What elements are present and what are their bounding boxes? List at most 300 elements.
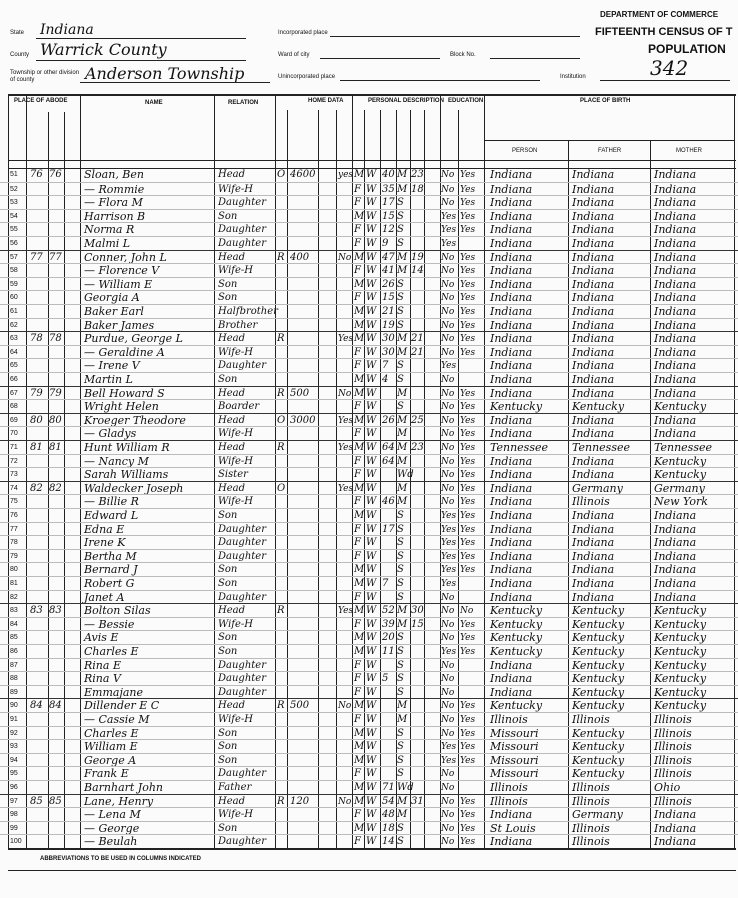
birthplace-mother: Tennessee [654, 441, 712, 454]
attended-school: No [441, 483, 455, 494]
birthplace-person: Missouri [490, 726, 539, 740]
sex: F [354, 346, 361, 358]
age: 7 [382, 578, 389, 589]
home-owned: R [277, 251, 285, 263]
line-number: 69 [10, 416, 18, 424]
birthplace-mother: Indiana [654, 590, 697, 604]
marital-status: S [397, 374, 404, 385]
line-number: 60 [10, 294, 18, 302]
birthplace-father: Kentucky [572, 617, 625, 631]
birthplace-father: Indiana [572, 291, 615, 305]
race: W [366, 578, 377, 589]
sex: M [354, 578, 365, 589]
ward-label: Ward of city [278, 52, 310, 58]
race: W [366, 673, 377, 685]
birthplace-father: Indiana [572, 168, 615, 181]
marital-status: S [397, 564, 404, 576]
line-number: 68 [10, 403, 18, 411]
attended-school: Yes [441, 524, 457, 535]
birthplace-person: Indiana [490, 577, 533, 590]
race: W [366, 727, 377, 739]
relation: Head [218, 605, 246, 617]
sex: F [354, 836, 361, 848]
attended-school: Yes [441, 755, 457, 766]
sex: F [354, 469, 361, 481]
col-place-of-abode: PLACE OF ABODE [14, 98, 68, 104]
birthplace-father: Indiana [572, 590, 615, 604]
attended-school: No [441, 198, 455, 209]
race: W [366, 210, 377, 222]
person-name: Janet A [84, 590, 125, 604]
birthplace-person: Missouri [490, 753, 539, 767]
line-number: 83 [10, 607, 18, 615]
family-number: 79 [49, 387, 62, 399]
person-name: Norma R [84, 223, 135, 237]
relation: Brother [218, 319, 258, 331]
birthplace-mother: Indiana [654, 577, 697, 590]
person-name: — William E [84, 277, 153, 291]
marital-status: M [397, 169, 408, 180]
attended-school: Yes [441, 511, 457, 521]
birthplace-mother: Kentucky [654, 400, 707, 414]
marital-status: S [397, 292, 404, 304]
home-owned: R [277, 387, 285, 399]
attended-school: No [441, 456, 455, 467]
relation: Head [218, 482, 246, 494]
dwelling-number: 76 [30, 169, 43, 180]
birthplace-father: Indiana [572, 182, 615, 196]
birthplace-mother: Indiana [654, 196, 697, 210]
birthplace-father: Indiana [572, 509, 615, 522]
sex: M [354, 482, 365, 494]
relation: Daughter [218, 550, 266, 562]
family-number: 78 [49, 333, 62, 345]
person-name: Martin L [84, 373, 133, 386]
marital-status: M [397, 428, 408, 440]
race: W [366, 537, 377, 549]
race: W [366, 183, 377, 195]
marital-status: M [397, 496, 408, 508]
table-row [0, 603, 738, 618]
person-name: — Beulah [84, 835, 138, 849]
relation: Daughter [218, 591, 266, 603]
marital-status: S [397, 550, 404, 562]
age: 64 [382, 442, 395, 453]
marital-status: Wd [397, 469, 414, 481]
can-read: Yes [460, 511, 476, 521]
line-number: 100 [10, 838, 22, 846]
col-person: PERSON [512, 148, 538, 154]
birthplace-person: Kentucky [490, 631, 543, 645]
person-name: — Flora M [84, 196, 143, 210]
relation: Head [218, 414, 246, 426]
attended-school: Yes [441, 211, 457, 222]
can-read: Yes [460, 538, 476, 549]
birthplace-mother: Indiana [654, 808, 697, 822]
birthplace-person: Indiana [490, 373, 533, 386]
relation: Halfbrother [218, 306, 278, 317]
age: 30 [382, 346, 395, 358]
col-name: NAME [145, 100, 163, 106]
marital-status: S [397, 822, 404, 834]
attended-school: No [441, 633, 455, 644]
birthplace-mother: Kentucky [654, 617, 707, 631]
can-read: Yes [460, 334, 476, 345]
can-read: Yes [460, 266, 476, 277]
birthplace-mother: Indiana [654, 277, 697, 291]
marital-status: S [397, 646, 404, 657]
line-number: 53 [10, 199, 18, 207]
race: W [366, 646, 377, 657]
age: 7 [382, 360, 389, 372]
can-read: Yes [460, 497, 476, 508]
attended-school: No [441, 279, 455, 290]
birthplace-father: Indiana [572, 427, 615, 441]
can-read: Yes [460, 184, 476, 195]
birthplace-mother: Kentucky [654, 468, 707, 482]
marital-status: M [397, 455, 408, 467]
birthplace-mother: Indiana [654, 359, 697, 373]
marital-status: S [397, 510, 404, 521]
attended-school: No [441, 266, 455, 277]
relation: Head [218, 442, 246, 453]
col-home-data: HOME DATA [308, 98, 344, 104]
table-row [0, 195, 738, 210]
birthplace-person: Indiana [490, 454, 533, 468]
line-number: 98 [10, 811, 18, 819]
col-relation: RELATION [228, 100, 259, 106]
person-name: Rina V [84, 672, 121, 686]
census-rows [0, 168, 738, 848]
table-row [0, 263, 738, 278]
attended-school: Yes [441, 361, 457, 372]
line-number: 54 [10, 212, 18, 220]
birthplace-person: Illinois [490, 713, 528, 726]
line-number: 75 [10, 498, 18, 506]
birthplace-person: Kentucky [490, 617, 543, 631]
person-name: Wright Helen [84, 400, 159, 414]
birthplace-father: Kentucky [572, 685, 625, 699]
birthplace-father: Kentucky [572, 740, 625, 754]
birthplace-person: Indiana [490, 549, 533, 563]
line-number: 67 [10, 389, 18, 397]
marital-status: S [397, 319, 404, 331]
sex: F [354, 238, 361, 249]
family-number: 80 [49, 414, 62, 426]
race: W [366, 278, 377, 290]
can-read: Yes [460, 810, 476, 821]
race: W [366, 782, 377, 793]
attended-school: No [441, 674, 455, 685]
birthplace-person: Kentucky [490, 645, 543, 658]
attended-school: No [441, 443, 455, 453]
farm: Yes [338, 483, 354, 494]
race: W [366, 482, 377, 494]
table-row [0, 522, 738, 537]
can-read: Yes [460, 837, 476, 848]
marital-status: S [397, 768, 404, 780]
birthplace-father: Indiana [572, 373, 615, 386]
birthplace-person: Indiana [490, 413, 533, 427]
can-read: Yes [460, 647, 476, 657]
birthplace-mother: Kentucky [654, 672, 707, 686]
person-name: Bolton Silas [84, 604, 151, 618]
farm: Yes [338, 443, 354, 453]
can-read: Yes [460, 402, 476, 413]
sex: M [354, 210, 365, 222]
birthplace-father: Indiana [572, 454, 615, 468]
attended-school: Yes [441, 551, 457, 562]
birthplace-father: Kentucky [572, 672, 625, 686]
marital-status: M [397, 414, 408, 426]
birthplace-father: Illinois [572, 713, 610, 726]
line-number: 65 [10, 362, 18, 370]
race: W [366, 591, 377, 603]
table-row [0, 481, 738, 496]
attended-school: No [441, 796, 455, 807]
person-name: Charles E [84, 726, 139, 740]
can-read: Yes [460, 524, 476, 535]
can-read: Yes [460, 456, 476, 467]
table-row [0, 807, 738, 822]
col-birth: PLACE OF BIRTH [580, 98, 631, 104]
table-row [0, 766, 738, 781]
table-row [0, 358, 738, 373]
age: 46 [382, 496, 395, 508]
person-name: Bertha M [84, 549, 137, 563]
birthplace-person: Indiana [490, 522, 533, 536]
sex: M [354, 278, 365, 290]
birthplace-father: Indiana [572, 536, 615, 550]
birthplace-father: Indiana [572, 522, 615, 536]
attended-school: No [441, 402, 455, 413]
family-number: 83 [49, 605, 62, 617]
dwelling-number: 80 [30, 414, 43, 426]
relation: Son [218, 374, 238, 385]
dwelling-number: 85 [30, 795, 43, 807]
birthplace-person: Indiana [490, 658, 533, 672]
sex: M [354, 319, 365, 331]
relation: Daughter [218, 836, 266, 848]
birthplace-person: Indiana [490, 835, 533, 849]
relation: Head [218, 333, 246, 345]
township-value: Anderson Township [85, 64, 245, 83]
age: 17 [382, 197, 395, 209]
sex: M [354, 741, 365, 753]
race: W [366, 550, 377, 562]
marital-status: M [397, 618, 408, 630]
birthplace-mother: Kentucky [654, 645, 707, 658]
table-row [0, 562, 738, 577]
attended-school: No [441, 307, 455, 317]
person-name: Emmajane [84, 685, 144, 699]
birthplace-mother: Indiana [654, 345, 697, 359]
race: W [366, 700, 377, 712]
dwelling-number: 84 [30, 700, 43, 712]
attended-school: No [441, 701, 455, 712]
relation: Head [218, 169, 246, 180]
birthplace-person: Indiana [490, 359, 533, 373]
line-number: 78 [10, 539, 18, 547]
marital-status: M [397, 387, 408, 399]
marital-status: M [397, 795, 408, 807]
attended-school: No [441, 347, 455, 358]
age-at-marriage: 18 [411, 183, 424, 195]
marital-status: M [397, 442, 408, 453]
person-name: Bell Howard S [84, 386, 165, 400]
col-mother: MOTHER [676, 148, 702, 154]
dwelling-number: 77 [30, 251, 43, 263]
table-row [0, 630, 738, 645]
birthplace-mother: Illinois [654, 753, 692, 767]
age: 9 [382, 238, 389, 249]
age-at-marriage: 31 [411, 795, 424, 807]
attended-school: No [441, 837, 455, 848]
sex: F [354, 401, 361, 413]
marital-status: S [397, 523, 404, 535]
attended-school: No [441, 334, 455, 345]
table-row [0, 494, 738, 509]
col-father: FATHER [598, 148, 622, 154]
sex: M [354, 374, 365, 385]
attended-school: Yes [441, 239, 457, 249]
can-read: Yes [460, 565, 476, 576]
birthplace-father: Kentucky [572, 400, 625, 414]
county-value: Warrick County [40, 40, 167, 59]
population-heading: POPULATION [648, 42, 726, 56]
birthplace-father: Illinois [572, 794, 610, 808]
table-row [0, 399, 738, 414]
table-row [0, 345, 738, 360]
can-read: Yes [460, 211, 476, 222]
sex: F [354, 659, 361, 671]
table-row [0, 671, 738, 686]
relation: Son [218, 564, 238, 576]
sex: F [354, 265, 361, 277]
person-name: — George [84, 821, 140, 835]
person-name: Waldecker Joseph [84, 481, 184, 495]
sex: M [354, 333, 365, 345]
table-row [0, 372, 738, 387]
birthplace-mother: Kentucky [654, 658, 707, 672]
marital-status: M [397, 251, 408, 263]
attended-school: No [441, 170, 455, 180]
table-row [0, 739, 738, 754]
sex: F [354, 455, 361, 467]
marital-status: S [397, 360, 404, 372]
line-number: 73 [10, 471, 18, 479]
race: W [366, 265, 377, 277]
age: 26 [382, 414, 395, 426]
relation: Wife-H [218, 809, 254, 821]
race: W [366, 374, 377, 385]
farm: yes [338, 170, 354, 180]
can-read: Yes [460, 198, 476, 209]
age-at-marriage: 15 [411, 618, 424, 630]
birthplace-father: Indiana [572, 264, 615, 278]
age-at-marriage: 19 [411, 251, 424, 263]
can-read: Yes [460, 728, 476, 739]
table-row [0, 386, 738, 401]
line-number: 58 [10, 267, 18, 275]
marital-status: M [397, 714, 408, 725]
line-number: 52 [10, 185, 18, 193]
sex: M [354, 727, 365, 739]
sex: M [354, 632, 365, 644]
farm: No [338, 252, 352, 263]
person-name: Harrison B [84, 209, 146, 223]
can-read: Yes [460, 279, 476, 290]
birthplace-father: Indiana [572, 359, 615, 373]
race: W [366, 714, 377, 725]
line-number: 55 [10, 226, 18, 234]
birthplace-father: Germany [572, 808, 623, 822]
age: 71 [382, 782, 395, 793]
line-number: 70 [10, 430, 18, 438]
line-number: 94 [10, 756, 18, 764]
col-education: EDUCATION [448, 98, 484, 104]
table-row [0, 821, 738, 836]
birthplace-person: Indiana [490, 318, 533, 332]
person-name: Dillender E C [84, 699, 160, 713]
farm: Yes [338, 415, 354, 426]
attended-school: No [441, 470, 455, 481]
birthplace-person: Indiana [490, 563, 533, 577]
birthplace-father: Indiana [572, 332, 615, 346]
sex: F [354, 686, 361, 698]
institution-label: Institution [560, 74, 586, 80]
birthplace-mother: Indiana [654, 509, 697, 522]
table-row [0, 685, 738, 700]
relation: Son [218, 278, 238, 290]
attended-school: No [441, 715, 455, 725]
line-number: 99 [10, 824, 18, 832]
race: W [366, 292, 377, 304]
person-name: Purdue, George L [84, 332, 183, 346]
attended-school: No [441, 823, 455, 834]
person-name: Hunt William R [84, 441, 170, 454]
age: 39 [382, 618, 395, 630]
marital-status: M [397, 809, 408, 821]
attended-school: Yes [441, 565, 457, 576]
table-row [0, 753, 738, 768]
birthplace-mother: Indiana [654, 291, 697, 305]
can-read: Yes [460, 755, 476, 766]
home-value: 500 [290, 700, 310, 712]
birthplace-father: Indiana [572, 223, 615, 237]
birthplace-father: Kentucky [572, 699, 625, 713]
line-number: 87 [10, 661, 18, 669]
race: W [366, 659, 377, 671]
birthplace-mother: Kentucky [654, 631, 707, 645]
birthplace-father: Indiana [572, 413, 615, 427]
birthplace-mother: Indiana [654, 835, 697, 849]
family-number: 81 [49, 442, 62, 453]
sex: F [354, 224, 361, 236]
line-number: 92 [10, 729, 18, 737]
sex: F [354, 292, 361, 304]
birthplace-father: Kentucky [572, 631, 625, 645]
birthplace-father: Kentucky [572, 753, 625, 767]
can-read: Yes [460, 225, 476, 236]
age: 35 [382, 183, 395, 195]
race: W [366, 319, 377, 331]
line-number: 51 [10, 171, 18, 178]
age-at-marriage: 25 [411, 414, 424, 426]
birthplace-person: Indiana [490, 481, 533, 495]
birthplace-mother: Indiana [654, 536, 697, 550]
race: W [366, 809, 377, 821]
